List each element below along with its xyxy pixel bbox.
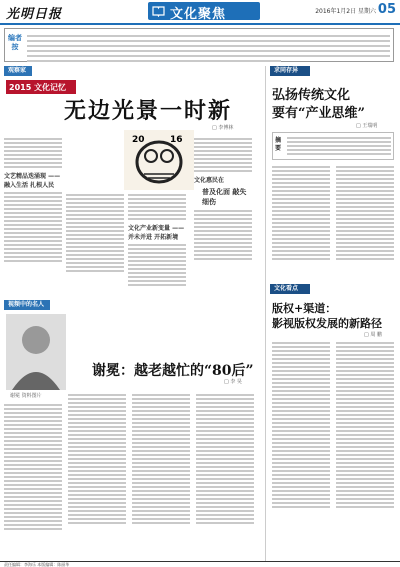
copyright-article [270, 284, 396, 560]
subhead-2: 文化产业新变量 —— 并未并进 开拓新境 [128, 225, 185, 241]
copyright-headline-1: 版权+渠道： [272, 302, 337, 315]
interview-byline: □ 李 昊 [224, 379, 242, 385]
section-banner [148, 2, 260, 20]
main-headline: 无边光景一时新 [64, 98, 233, 124]
subhead-3b: 普及化面 敲失细伤 [202, 188, 247, 206]
section-title: 文化聚焦 [170, 7, 227, 22]
photo-caption: 谢冕 资料图片 [10, 393, 42, 399]
copyright-col-1 [272, 340, 330, 510]
interview-label: 视频中的名人 [4, 300, 50, 310]
copyright-label: 文化看点 [270, 284, 310, 294]
opinion-headline-2: 要有“产业思维” [272, 106, 365, 121]
svg-text:16: 16 [170, 135, 183, 145]
abstract-tag: 摘要 [275, 137, 282, 152]
editor-note-tag: 编者按 [8, 34, 22, 51]
copyright-headline-2: 影视版权发展的新路径 [272, 317, 382, 330]
column-divider [265, 66, 266, 561]
interview-col-2 [68, 392, 126, 526]
copyright-byline: □ 周 鹏 [364, 332, 382, 338]
issue-date: 2016年1月2日 星期六 [315, 8, 376, 15]
opinion-label: 求同存异 [270, 66, 310, 76]
main-col-3 [128, 192, 186, 292]
interview-col-3 [132, 392, 190, 526]
interview-headline: 谢冕：越老越忙的“80后” [92, 363, 254, 379]
main-article [4, 66, 262, 296]
book-icon [152, 5, 165, 17]
masthead-rule [0, 23, 400, 25]
copyright-col-2 [336, 340, 394, 510]
illustration-image [124, 130, 194, 190]
interview-col-1 [4, 402, 62, 532]
subhead-3: 文化惠民在 [194, 177, 225, 184]
section-label: 观察家 [4, 66, 32, 76]
footer-credits: 责任编辑：李海乐 本版编辑：陈丽华 [4, 562, 70, 567]
masthead [0, 0, 400, 24]
subhead-1: 文艺精品迭涌现 —— 融入生活 扎根人民 [4, 173, 61, 189]
editor-note-text [27, 35, 390, 62]
svg-text:20: 20 [132, 135, 145, 145]
opinion-col-2 [336, 164, 394, 262]
main-col-1 [4, 136, 62, 294]
opinion-abstract [272, 132, 394, 160]
opinion-article [270, 66, 396, 276]
portrait-photo [6, 314, 66, 390]
opinion-col-1 [272, 164, 330, 262]
opinion-headline-1: 弘扬传统文化 [272, 88, 351, 103]
page-number: 05 [377, 2, 396, 17]
opinion-byline: □ 王瑞明 [356, 123, 378, 129]
year-badge: 2015 文化记忆 [6, 80, 76, 94]
interview-col-4 [196, 392, 254, 526]
editor-note [4, 28, 394, 62]
main-col-4 [194, 136, 252, 294]
main-byline: □ 李博林 [212, 125, 234, 131]
main-col-2 [66, 192, 124, 292]
newspaper-logo: 光明日报 [6, 7, 63, 22]
interview-article [4, 300, 262, 560]
